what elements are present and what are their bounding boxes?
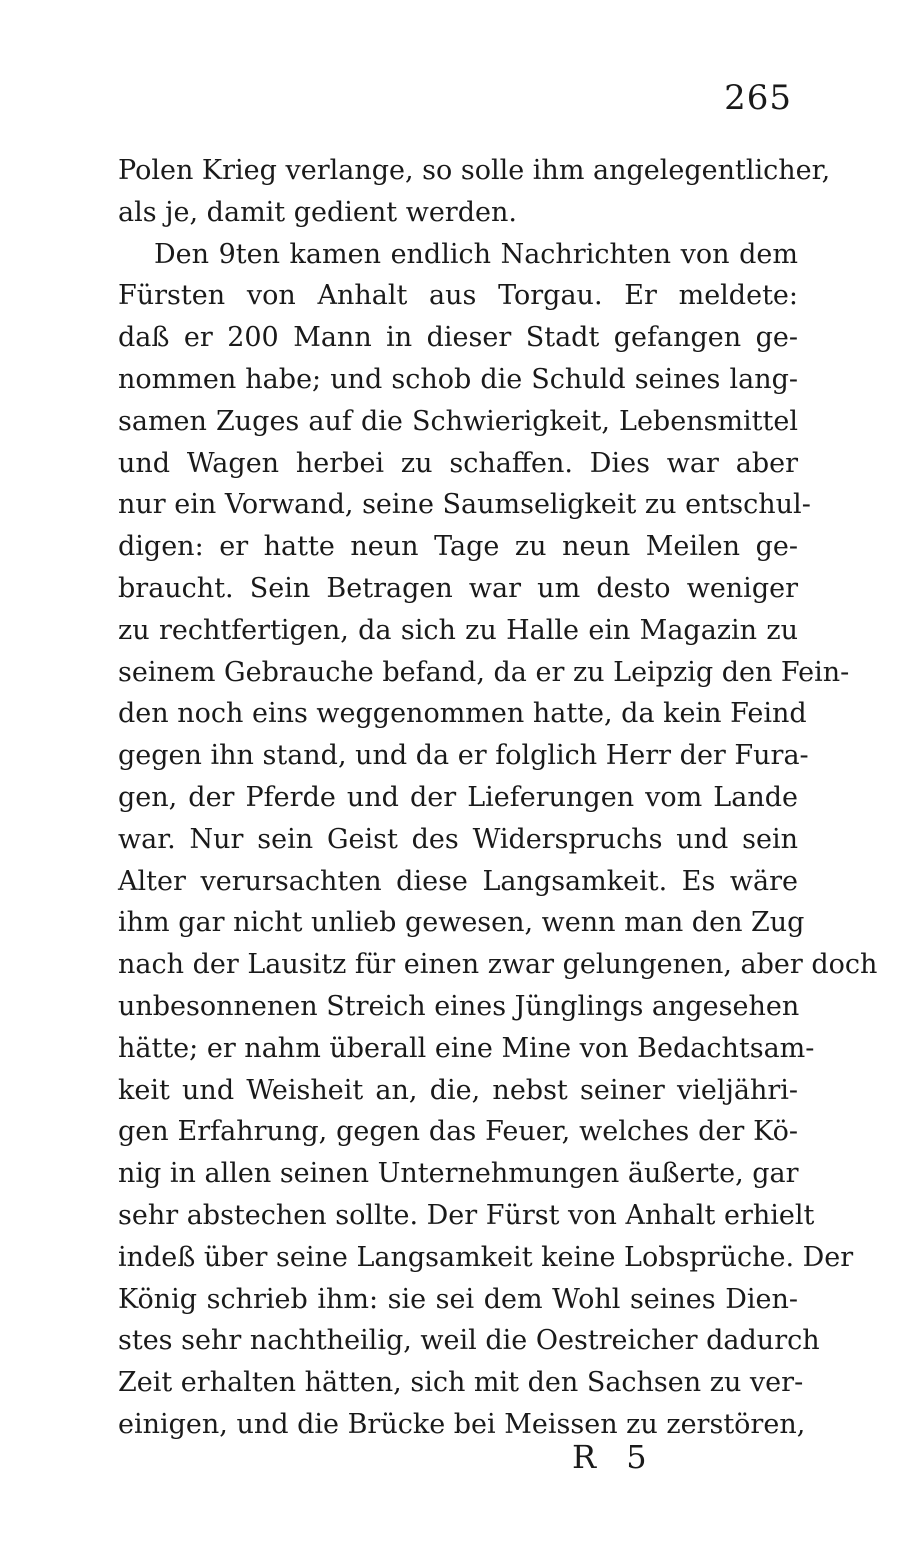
text-line: stes sehr nachtheilig, weil die Oestreicher dadurch	[118, 1325, 820, 1357]
text-line: hätte; er nahm überall eine Mine von Bedachtsam-	[118, 1032, 815, 1064]
text-line: Den 9ten kamen endlich Nachrichten von dem	[154, 238, 798, 270]
text-line: nig in allen seinen Unternehmungen äußerte, gar	[118, 1158, 799, 1190]
text-line: Polen Krieg verlange, so solle ihm angelegentlicher,	[118, 155, 831, 186]
text-line: nach der Lausitz für einen zwar gelungenen, aber doch	[118, 949, 878, 981]
text-line: indeß über seine Langsamkeit keine Lobsprüche. Der	[118, 1241, 854, 1273]
text-line: daß er 200 Mann in dieser Stadt gefangen ge-	[118, 322, 798, 354]
text-line: keit und Weisheit an, die, nebst seiner vieljähri-	[118, 1074, 798, 1106]
text-line: braucht. Sein Betragen war um desto weniger	[118, 572, 798, 604]
text-line: war. Nur sein Geist des Widerspruchs und sein	[118, 823, 798, 855]
text-line: samen Zuges auf die Schwierigkeit, Lebensmittel	[118, 405, 798, 437]
text-line: gegen ihn stand, und da er folglich Herr der Fura-	[118, 740, 809, 772]
text-line: sehr abstechen sollte. Der Fürst von Anhalt erhielt	[118, 1199, 815, 1231]
body-text	[118, 150, 878, 1446]
text-line: digen: er hatte neun Tage zu neun Meilen ge-	[118, 531, 798, 563]
text-line: als je, damit gedient werden.	[118, 196, 517, 228]
text-line: und Wagen herbei zu schaffen. Dies war aber	[118, 447, 798, 479]
text-line: einigen, und die Brücke bei Meissen zu zerstören,	[118, 1408, 806, 1440]
text-line: Fürsten von Anhalt aus Torgau. Er meldete:	[118, 280, 798, 312]
text-line: zu rechtfertigen, da sich zu Halle ein Magazin zu	[118, 614, 798, 646]
text-line: nur ein Vorwand, seine Saumseligkeit zu entschul-	[118, 489, 811, 521]
page-number: 265	[724, 78, 792, 118]
text-line: gen Erfahrung, gegen das Feuer, welches der Kö-	[118, 1116, 798, 1148]
text-line: Zeit erhalten hätten, sich mit den Sachsen zu ver-	[118, 1367, 804, 1399]
text-line: König schrieb ihm: sie sei dem Wohl seines Dien-	[118, 1283, 798, 1315]
text-line: ihm gar nicht unlieb gewesen, wenn man den Zug	[118, 907, 805, 939]
text-line: nommen habe; und schob die Schuld seines lang-	[118, 363, 798, 395]
text-line: den noch eins weggenommen hatte, da kein Feind	[118, 698, 807, 730]
text-line: seinem Gebrauche befand, da er zu Leipzig den Fein-	[118, 656, 850, 688]
text-line: Alter verursachten diese Langsamkeit. Es wäre	[118, 865, 798, 897]
text-line: unbesonnenen Streich eines Jünglings angesehen	[118, 990, 800, 1022]
signature-mark: R 5	[572, 1438, 657, 1476]
text-line: gen, der Pferde und der Lieferungen vom Lande	[118, 781, 798, 813]
